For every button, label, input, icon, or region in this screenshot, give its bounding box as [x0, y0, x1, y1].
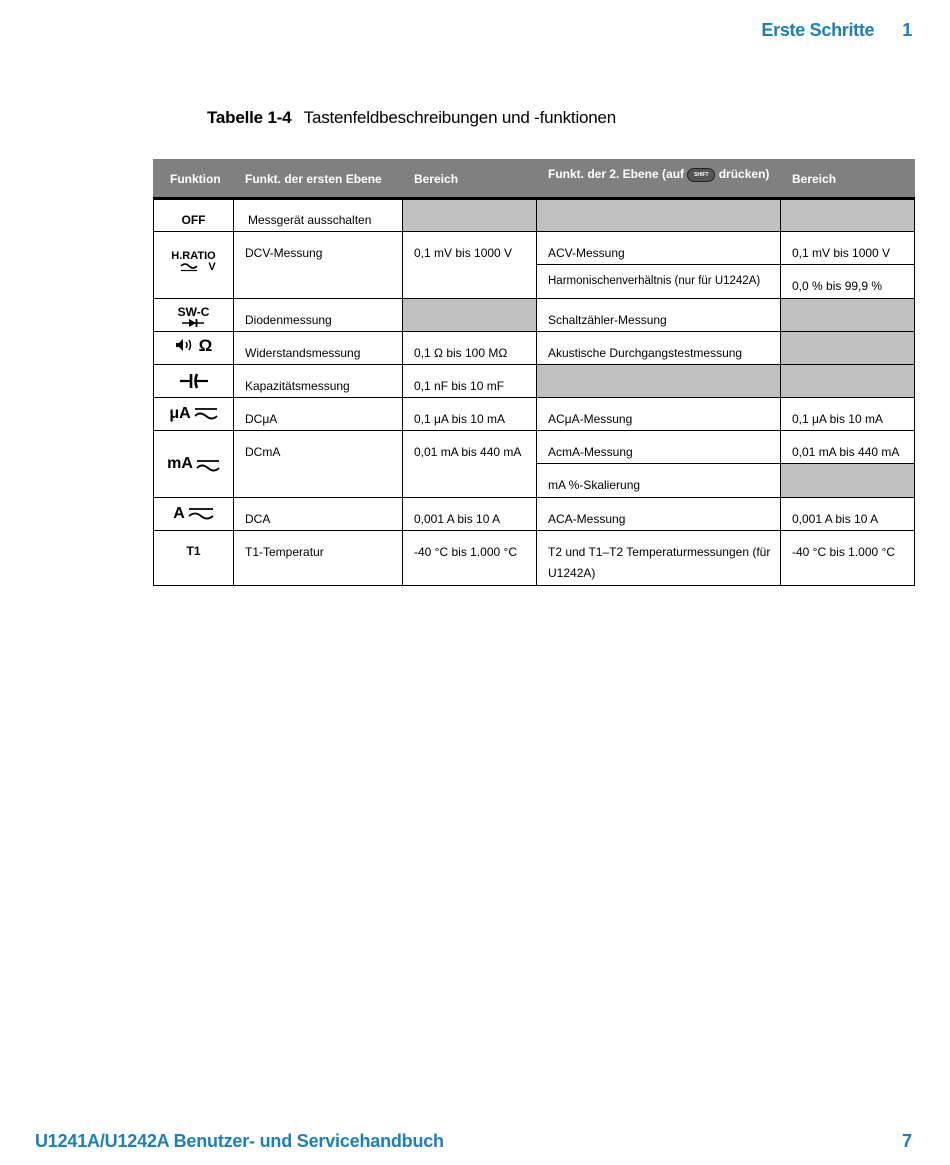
- page-footer: [0, 1131, 950, 1165]
- keypad-function-table: [153, 159, 915, 586]
- empty-cell: [781, 332, 915, 365]
- off-key: [154, 199, 234, 232]
- table-row: [154, 299, 915, 332]
- a-key-text: A: [173, 504, 185, 522]
- dca-first-function: DCA: [234, 498, 403, 531]
- hratio-key: [154, 232, 234, 299]
- ma-key: [154, 431, 234, 498]
- harmonic-range: 0,0 % bis 99,9 %: [781, 265, 915, 299]
- aca-range: 0,001 A bis 10 A: [781, 498, 915, 531]
- dcua-range: 0,1 μA bis 10 mA: [403, 398, 537, 431]
- dcma-first-function: DCmA: [234, 431, 403, 498]
- resistance-first-function: Widerstandsmessung: [234, 332, 403, 365]
- dcma-range: 0,01 mA bis 440 mA: [403, 431, 537, 498]
- a-key-label: [173, 506, 214, 522]
- empty-cell: [537, 199, 781, 232]
- table-row: [154, 498, 915, 531]
- ua-key: [154, 398, 234, 431]
- diode-icon: [182, 318, 204, 328]
- table-row: [154, 199, 915, 232]
- header-second-post: drücken): [718, 167, 770, 181]
- acma-second-function: AcmA-Messung: [537, 431, 781, 464]
- dcv-first-function: DCV-Messung: [234, 232, 403, 299]
- table-caption: [207, 108, 616, 128]
- hratio-key-top: H.RATIO: [171, 249, 216, 262]
- table-row: [154, 365, 915, 398]
- empty-cell: [781, 299, 915, 332]
- acma-range: 0,01 mA bis 440 mA: [781, 431, 915, 464]
- diode-first-function: Diodenmessung: [234, 299, 403, 332]
- dcua-first-function: DCμA: [234, 398, 403, 431]
- ma-key-label: [167, 456, 220, 472]
- acua-range: 0,1 μA bis 10 mA: [781, 398, 915, 431]
- t1-first-function: T1-Temperatur: [234, 531, 403, 586]
- empty-cell: [403, 199, 537, 232]
- acua-second-function: ACμA-Messung: [537, 398, 781, 431]
- table-header-row: [154, 160, 915, 199]
- table-row: [154, 431, 915, 464]
- table-row: [154, 398, 915, 431]
- hratio-key-unit: V: [208, 260, 216, 273]
- manual-title: U1241A/U1242A Benutzer- und Servicehandbuch: [35, 1131, 444, 1151]
- chapter-number: 1: [902, 20, 912, 40]
- table-title: Tastenfeldbeschreibungen und -funktionen: [303, 108, 617, 127]
- resistance-range: 0,1 Ω bis 100 MΩ: [403, 332, 537, 365]
- ohm-symbol: Ω: [198, 335, 213, 355]
- hratio-key-label: [171, 251, 215, 273]
- ohm-key-label: [175, 337, 213, 354]
- t1-key: [154, 531, 234, 586]
- ohm-key: [154, 332, 234, 365]
- table-row: [154, 531, 915, 586]
- header-funktion: Funktion: [154, 160, 234, 199]
- empty-cell: [781, 199, 915, 232]
- continuity-second-function: Akustische Durchgangstestmessung: [537, 332, 781, 365]
- t2-range: -40 °C bis 1.000 °C: [781, 531, 915, 586]
- capacitance-range: 0,1 nF bis 10 mF: [403, 365, 537, 398]
- ac-wave-icon: [180, 262, 198, 272]
- swc-key-text: SW-C: [177, 305, 210, 319]
- aca-second-function: ACA-Messung: [537, 498, 781, 531]
- header-range-1: Bereich: [403, 160, 537, 199]
- table-number: Tabelle 1-4: [207, 108, 292, 127]
- empty-cell: [537, 365, 781, 398]
- dca-range: 0,001 A bis 10 A: [403, 498, 537, 531]
- t1-range: -40 °C bis 1.000 °C: [403, 531, 537, 586]
- t1-key-label: T1: [186, 544, 201, 558]
- ac-dc-wave-icon: [188, 506, 214, 522]
- page-number: 7: [901, 1131, 912, 1151]
- ua-key-label: [169, 406, 217, 422]
- harmonic-second-function: Harmonischenverhältnis (nur für U1242A): [537, 265, 781, 299]
- ma-key-text: mA: [167, 454, 193, 472]
- ac-dc-wave-icon: [196, 456, 220, 472]
- off-first-function: Messgerät ausschalten: [234, 199, 403, 232]
- ma-scale-second-function: mA %-Skalierung: [537, 464, 781, 498]
- header-first-level: Funkt. der ersten Ebene: [234, 160, 403, 199]
- empty-cell: [781, 365, 915, 398]
- off-key-label: OFF: [181, 213, 206, 227]
- acv-second-function: ACV-Messung: [537, 232, 781, 265]
- ac-dc-wave-icon: [194, 406, 218, 420]
- shift-key-icon: SHIFT: [687, 168, 715, 182]
- swc-key: [154, 299, 234, 332]
- acv-range: 0,1 mV bis 1000 V: [781, 232, 915, 265]
- swc-key-label: [178, 306, 210, 328]
- ua-key-text: μA: [169, 404, 191, 422]
- header-second-pre: Funkt. der 2. Ebene (auf: [548, 167, 685, 181]
- capacitance-key: [154, 365, 234, 398]
- section-title: Erste Schritte: [761, 20, 875, 40]
- capacitance-first-function: Kapazitätsmessung: [234, 365, 403, 398]
- empty-cell: [403, 299, 537, 332]
- swc-second-function: Schaltzähler-Messung: [537, 299, 781, 332]
- table-row: [154, 232, 915, 265]
- header-second-level: [537, 160, 781, 199]
- continuity-beep-icon: [175, 338, 195, 352]
- a-key: [154, 498, 234, 531]
- dcv-range: 0,1 mV bis 1000 V: [403, 232, 537, 299]
- running-header: [761, 20, 912, 41]
- capacitor-icon: [178, 372, 210, 390]
- header-range-2: Bereich: [781, 160, 915, 199]
- table-row: [154, 332, 915, 365]
- empty-cell: [781, 464, 915, 498]
- t2-second-function: T2 und T1–T2 Temperaturmessungen (für U1242A): [537, 531, 781, 586]
